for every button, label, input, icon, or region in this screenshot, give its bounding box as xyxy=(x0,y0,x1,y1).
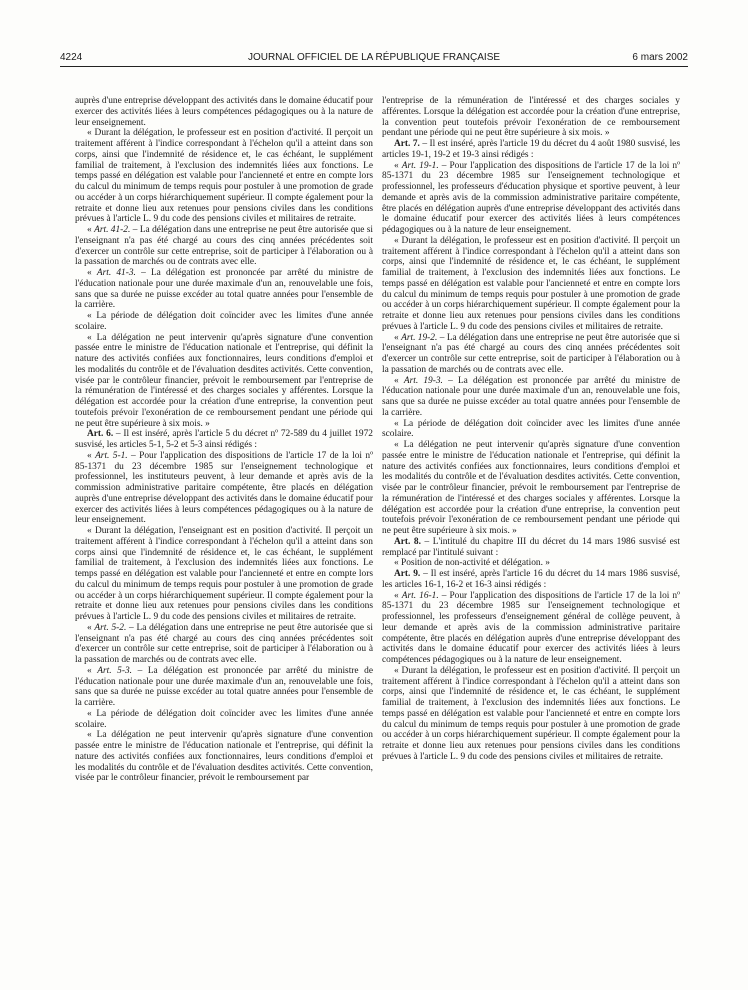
page-header xyxy=(60,52,688,66)
article-paragraph: Art. 9. – Il est inséré, après l'article 16 du décret du 14 mars 1986 susvisé, les articles 16-1, 16-2 et 16-3 ainsi rédigés : xyxy=(382,569,680,590)
issue-date: 6 mars 2002 xyxy=(632,52,688,63)
paragraph: « La délégation ne peut intervenir qu'après signature d'une convention passée entre le ministre de l'éducation nationale et l'entreprise, qui définit la nature des activités confiées aux fonctionnaires, leurs conditions d'emploi et les modalités du contrôle et de l'évaluation desdites activités. Cette convention, visée par le contrôleur financier, prévoit le remboursement par l'entreprise de la rémunération de l'intéressé et des charges sociales y afférentes. Lorsque la délégation est accordée pour la création d'une entreprise, la convention peut toutefois prévoir l'exonération de ce remboursement pendant une période qui ne peut être supérieure à six mois. » xyxy=(382,440,680,536)
article-ref: Art. 19-2. xyxy=(401,332,438,343)
paragraph: « La délégation ne peut intervenir qu'après signature d'une convention passée entre le ministre de l'éducation nationale et l'entreprise, qui définit la nature des activités confiées aux fonctionnaires, leurs conditions d'emploi et les modalités du contrôle et de l'évaluation desdites activités. Cette convention, visée par le contrôleur financier, prévoit le remboursement par l'entreprise de la rémunération de l'intéressé et des charges sociales y afférentes. Lorsque la délégation est accordée pour la création d'une entreprise, la convention peut toutefois prévoir l'exonération de ce remboursement pendant une période qui ne peut être supérieure à six mois. » xyxy=(75,332,373,429)
paragraph: « Art. 19-1. – Pour l'application des dispositions de l'article 17 de la loi nº 85-1371 du 23 décembre 1985 sur l'enseignement technologique et professionnel, les professeurs d'éducation physique et sportive peuvent, à leur demande et après avis de la commission administrative paritaire compétente, être placés en délégation auprès d'une entreprise développant des activités dans le domaine éducatif pour exercer des activités liées à leurs compétences pédagogiques ou à la nature de leur enseignement. xyxy=(382,160,681,235)
paragraph: « Art. 41-2. – La délégation dans une entreprise ne peut être autorisée que si l'enseignant n'a pas été chargé au cours des cinq années précédentes soit d'exercer un contrôle sur cette entreprise, soit de participer à l'élaboration ou à la passation de marchés ou de contrats avec elle. xyxy=(75,225,374,268)
article-ref: Art. 41-3. xyxy=(96,268,136,278)
article-paragraph: Art. 7. – Il est inséré, après l'article 19 du décret du 4 août 1980 susvisé, les articles 19-1, 19-2 et 19-3 ainsi rédigés : xyxy=(382,139,680,160)
paragraph: « Art. 5-2. – La délégation dans une entreprise ne peut être autorisée que si l'enseignant n'a pas été chargé au cours des cinq années précédentes soit d'exercer un contrôle sur cette entreprise, soit de participer à l'élaboration ou à la passation de marchés ou de contrats avec elle. xyxy=(75,622,374,665)
paragraph: « Durant la délégation, le professeur est en position d'activité. Il perçoit un traitement afférent à l'indice correspondant à l'échelon qu'il a atteint dans son corps, ainsi que l'indemnité de résidence et, le cas échéant, le supplément familial de traitement, à l'exclusion des indemnités liées aux fonctions. Le temps passé en délégation est valable pour l'ancienneté et entre en compte lors du calcul du minimum de temps requis pour postuler à une promotion de grade ou accéder à un corps hiérarchiquement supérieur. Il compte également pour la retraite et donne lieu aux retenues pour pensions civiles dans les conditions prévues à l'article L. 9 du code des pensions civiles et militaires de retraite. xyxy=(382,665,680,762)
article-ref: Art. 5-2. xyxy=(94,622,127,633)
left-column xyxy=(75,96,373,784)
paragraph: l'entreprise de la rémunération de l'intéressé et des charges sociales y afférentes. Lorsque la délégation est accordée pour la création d'une entreprise, la convention peut toutefois prévoir l'exonération de ce remboursement pendant une période qui ne peut être supérieure à six mois. » xyxy=(382,96,680,139)
article-label: Art. 8. xyxy=(394,536,421,547)
paragraph: « Art. 5-1. – Pour l'application des dispositions de l'article 17 de la loi nº 85-1371 du 23 décembre 1985 sur l'enseignement technologique et professionnel, les instituteurs peuvent, à leur demande et après avis de la commission administrative paritaire compétente, être placés en délégation auprès d'une entreprise développant des activités dans le domaine éducatif pour exercer des activités liées à leurs compétences pédagogiques ou à la nature de leur enseignement. xyxy=(75,450,373,526)
paragraph: « Art. 19-3. – La délégation est prononcée par arrêté du ministre de l'éducation nationale pour une durée maximale d'un an, renouvelable une fois, sans que sa durée ne puisse excéder au total quatre années pour l'ensemble de la carrière. xyxy=(382,375,680,418)
article-paragraph: Art. 8. – L'intitulé du chapitre III du décret du 14 mars 1986 susvisé est remplacé par l'intitulé suivant : xyxy=(382,536,680,558)
paragraph: « Durant la délégation, le professeur est en position d'activité. Il perçoit un traitement afférent à l'indice correspondant à l'échelon qu'il a atteint dans son corps, ainsi que l'indemnité de résidence et, le cas échéant, le supplément familial de traitement, à l'exclusion des indemnités liées aux fonctions. Le temps passé en délégation est valable pour l'ancienneté et entre en compte lors du calcul du minimum de temps requis pour postuler à une promotion de grade ou accéder à un corps hiérarchiquement supérieur. Il compte également pour la retraite et donne lieu aux retenues pour pensions civiles dans les conditions prévues à l'article L. 9 du code des pensions civiles et militaires de retraite. xyxy=(75,128,373,225)
article-ref: Art. 41-2. xyxy=(94,225,131,235)
article-ref: Art. 19-3. xyxy=(403,375,443,386)
header-rule xyxy=(60,66,688,67)
paragraph: « La période de délégation doit coïncider avec les limites d'une année scolaire. xyxy=(382,418,680,440)
article-paragraph: Art. 6. – Il est inséré, après l'article 5 du décret nº 72-589 du 4 juillet 1972 susvisé, les articles 5-1, 5-2 et 5-3 ainsi rédigés : xyxy=(75,429,373,450)
page-number: 4224 xyxy=(60,52,83,63)
paragraph: « Position de non-activité et délégation. » xyxy=(394,558,550,569)
paragraph: « Durant la délégation, le professeur est en position d'activité. Il perçoit un traitement afférent à l'indice correspondant à l'échelon qu'il a atteint dans son corps, ainsi que l'indemnité de résidence et, le cas échéant, le supplément familial de traitement, à l'exclusion des indemnités liées aux fonctions. Le temps passé en délégation est valable pour l'ancienneté et entre en compte lors du calcul du minimum de temps requis pour postuler à une promotion de grade ou accéder à un corps hiérarchiquement supérieur. Il compte également pour la retraite et donne lieu aux retenues pour pensions civiles dans les conditions prévues à l'article L. 9 du code des pensions civiles et militaires de retraite. xyxy=(382,235,680,332)
paragraph: « Art. 41-3. – La délégation est prononcée par arrêté du ministre de l'éducation nationale pour une durée maximale d'un an, renouvelable une fois, sans que sa durée ne puisse excéder au total quatre années pour l'ensemble de la carrière. xyxy=(75,268,373,311)
paragraph: « La période de délégation doit coïncider avec les limites d'une année scolaire. xyxy=(75,708,373,730)
paragraph: « Art. 19-2. – La délégation dans une entreprise ne peut être autorisée que si l'enseignant n'a pas été chargé au cours des cinq années précédentes soit d'exercer un contrôle sur cette entreprise, soit de participer à l'élaboration ou à la passation de marchés ou de contrats avec elle. xyxy=(382,332,681,375)
article-label: Art. 7. xyxy=(394,139,420,149)
paragraph: « Art. 16-1. – Pour l'application des dispositions de l'article 17 de la loi nº 85-1371 du 23 décembre 1985 sur l'enseignement technologique et professionnel, les professeurs d'enseignement général de collège peuvent, à leur demande et après avis de la commission administrative paritaire compétente, être placés en délégation auprès d'une entreprise développant des activités dans le domaine éducatif pour exercer des activités liées à leurs compétences pédagogiques ou à la nature de leur enseignement. xyxy=(382,590,681,665)
paragraph: « Art. 5-3. – La délégation est prononcée par arrêté du ministre de l'éducation nationale pour une durée maximale d'un an, renouvelable une fois, sans que sa durée ne puisse excéder au total quatre années pour l'ensemble de la carrière. xyxy=(75,665,373,708)
article-ref: Art. 5-1. xyxy=(95,450,128,461)
paragraph: « La période de délégation doit coïncider avec les limites d'une année scolaire. xyxy=(75,311,373,332)
article-label: Art. 6. xyxy=(87,429,114,440)
article-label: Art. 9. xyxy=(394,569,421,579)
journal-title: JOURNAL OFFICIEL DE LA RÉPUBLIQUE FRANÇAISE xyxy=(247,52,501,63)
article-ref: Art. 16-1. xyxy=(401,590,439,601)
paragraph: auprès d'une entreprise développant des activités dans le domaine éducatif pour exercer des activités liées à leurs compétences pédagogiques ou à la nature de leur enseignement. xyxy=(75,96,373,128)
article-ref: Art. 5-3. xyxy=(97,665,132,676)
article-ref: Art. 19-1. xyxy=(401,160,439,171)
paragraph: « La délégation ne peut intervenir qu'après signature d'une convention passée entre le ministre de l'éducation nationale et l'entreprise, qui définit la nature des activités confiées aux fonctionnaires, leurs conditions d'emploi et les modalités du contrôle et de l'évaluation desdites activités. Cette convention, visée par le contrôleur financier, prévoit le remboursement par xyxy=(75,730,373,784)
right-column xyxy=(382,96,680,763)
paragraph: « Durant la délégation, l'enseignant est en position d'activité. Il perçoit un traitement afférent à l'indice correspondant à l'échelon qu'il a atteint dans son corps ainsi que l'indemnité de résidence et, le cas échéant, le supplément familial de traitement, à l'exclusion des indemnités liées aux fonctions. Le temps passé en délégation est valable pour l'ancienneté et entre en compte lors du calcul du minimum de temps requis pour postuler à une promotion de grade ou accéder à un corps hiérarchiquement supérieur. Il compte également pour la retraite et donne lieu aux retenues pour pensions civiles dans les conditions prévues à l'article L. 9 du code des pensions civiles et militaires de retraite. xyxy=(75,526,373,622)
